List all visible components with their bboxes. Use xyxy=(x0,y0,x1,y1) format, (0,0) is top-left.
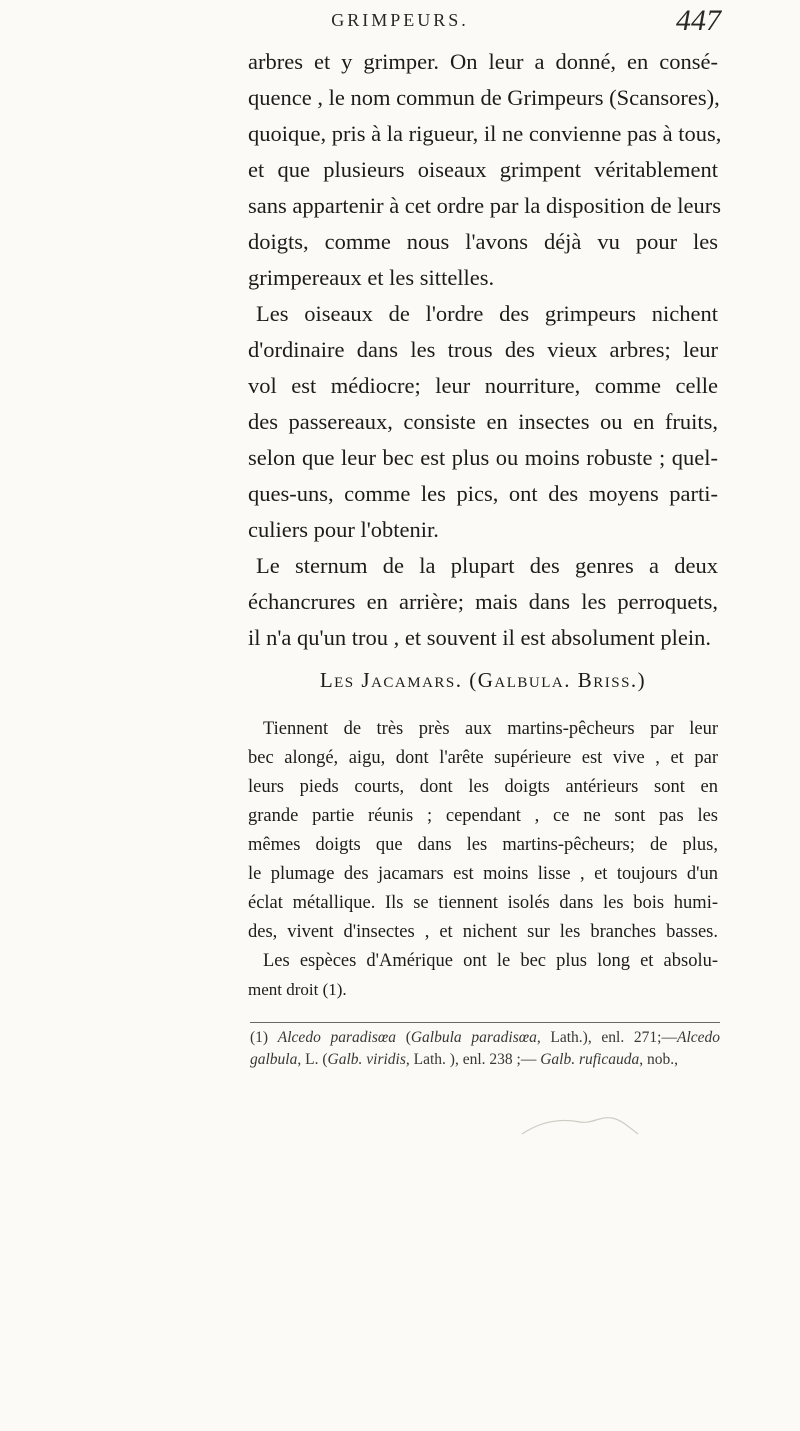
text-line: d'ordinaire dans les trous des vieux arbres; leur xyxy=(248,337,718,362)
text-line: mêmes doigts que dans les martins-pêcheurs; de plus, xyxy=(248,835,718,855)
text-line: ques-uns, comme les pics, ont des moyens parti- xyxy=(248,481,718,506)
footnote-taxon: Alcedo paradisœa xyxy=(277,1029,396,1046)
text-line: grande partie réunis ; cependant , ce ne sont pas les xyxy=(248,806,718,826)
text-line: quoique, pris à la rigueur, il ne convienne pas à tous, xyxy=(248,121,722,146)
text-line: échancrures en arrière; mais dans les perroquets, xyxy=(248,589,718,614)
text-line: culiers pour l'obtenir. xyxy=(248,517,439,542)
section-heading: Les Jacamars. (Galbula. Briss.) xyxy=(319,668,647,692)
footnote-marker: (1) xyxy=(250,1029,269,1046)
footnote-text: ( xyxy=(405,1029,411,1046)
footnote-line xyxy=(250,1028,720,1048)
text-line: des passereaux, consiste en insectes ou en fruits, xyxy=(248,409,718,434)
text-line: Les oiseaux de l'ordre des grimpeurs nichent xyxy=(256,301,718,326)
text-line: quence , le nom commun de Grimpeurs (Scansores), xyxy=(248,85,720,110)
footnote-taxon: Alcedo xyxy=(676,1029,721,1046)
text-line: Tiennent de très près aux martins-pêcheurs par leur xyxy=(263,719,718,739)
text-line: et que plusieurs oiseaux grimpent véritablement xyxy=(248,157,718,182)
footnote-taxon: galbula xyxy=(250,1051,298,1068)
text-line: Le sternum de la plupart des genres a deux xyxy=(256,553,718,578)
footnote-taxon: Galb. ruficauda xyxy=(540,1051,640,1068)
footnote-taxon: Galb. viridis xyxy=(327,1051,406,1068)
text-line: leurs pieds courts, dont les doigts antérieurs sont en xyxy=(248,777,718,797)
text-line: ment droit (1). xyxy=(248,980,347,999)
footnote-text: , L. ( xyxy=(297,1051,328,1068)
footnote-taxon: Galbula paradisœa xyxy=(410,1029,537,1046)
text-line: éclat métallique. Ils se tiennent isolés dans les bois humi- xyxy=(248,893,718,913)
footnote-line xyxy=(250,1050,720,1070)
text-line: selon que leur bec est plus ou moins robuste ; quel- xyxy=(248,445,718,470)
text-line: grimpereaux et les sittelles. xyxy=(248,265,495,290)
footnote-text: , Lath. ), enl. 238 ;— xyxy=(405,1051,537,1068)
text-line: bec alongé, aigu, dont l'arête supérieure est vive , et par xyxy=(248,748,718,768)
text-line: doigts, comme nous l'avons déjà vu pour les xyxy=(248,229,718,254)
text-line: vol est médiocre; leur nourriture, comme celle xyxy=(248,373,718,398)
footnote-text: , Lath.), enl. 271;— xyxy=(536,1029,677,1046)
running-head: GRIMPEURS. xyxy=(331,10,469,30)
page-number: 447 xyxy=(676,4,721,37)
stray-mark xyxy=(520,1112,640,1142)
text-line: il n'a qu'un trou , et souvent il est absolument plein. xyxy=(248,625,712,650)
text-line: sans appartenir à cet ordre par la disposition de leurs xyxy=(248,193,721,218)
text-line: des, vivent d'insectes , et nichent sur les branches basses. xyxy=(248,922,718,942)
footnote-rule xyxy=(250,1022,720,1023)
footnote-text: , nob., xyxy=(639,1051,678,1068)
text-line: Les espèces d'Amérique ont le bec plus long et absolu- xyxy=(263,951,718,971)
text-line: le plumage des jacamars est moins lisse , et toujours d'un xyxy=(248,864,718,884)
text-line: arbres et y grimper. On leur a donné, en consé- xyxy=(248,49,718,74)
